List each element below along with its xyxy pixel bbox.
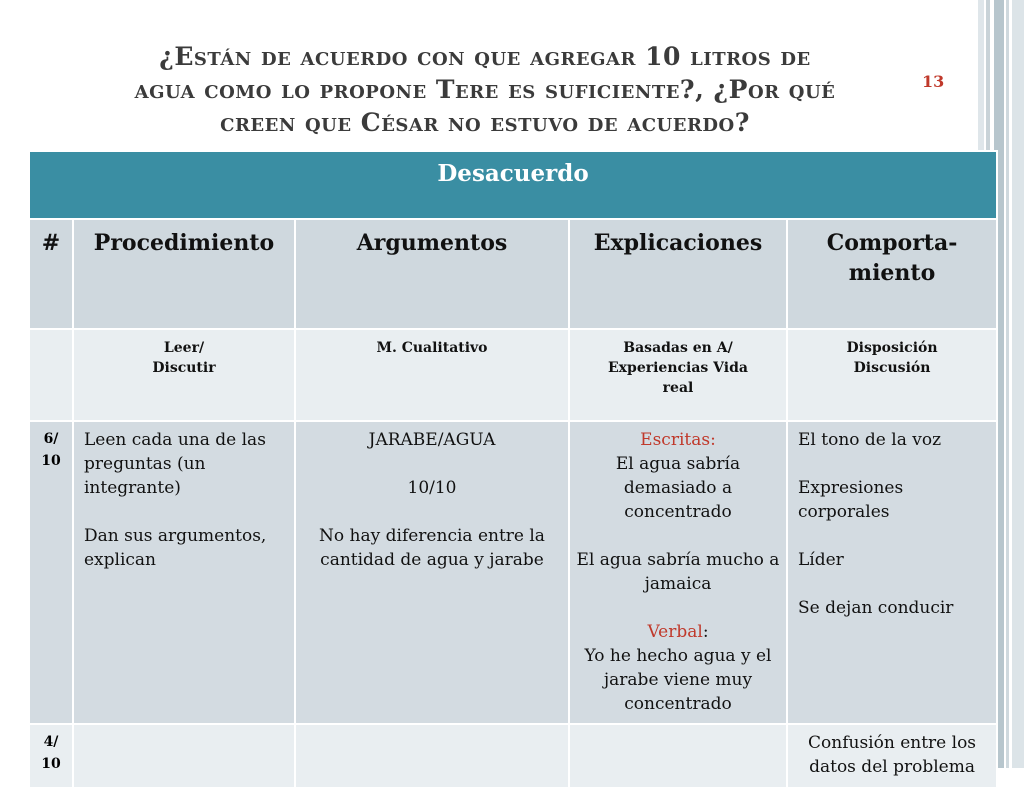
subheader-line: Basadas en A/: [623, 340, 733, 356]
table-row: [29, 724, 997, 788]
cell-argumentos: [295, 724, 569, 788]
label-colon: :: [702, 622, 709, 642]
header-row: [29, 219, 997, 329]
explicaciones-label-line: [576, 620, 780, 644]
subheader-comportamiento: [787, 329, 997, 421]
cell-paragraph: 10/10: [407, 478, 457, 498]
header-explicaciones: Explicaciones: [569, 219, 787, 329]
header-comportamiento-line: Comporta-: [826, 230, 958, 256]
cell-procedimiento: [73, 724, 295, 788]
subheader-row: [29, 329, 997, 421]
title-line: ¿Están de acuerdo con que agregar 10 litros de: [159, 42, 811, 71]
cell-paragraph: El agua sabría demasiado a concentrado: [615, 454, 741, 522]
row-number: [29, 421, 73, 724]
cell-paragraph: El agua sabría mucho a jamaica: [576, 550, 780, 594]
subheader-argumentos: M. Cualitativo: [295, 329, 569, 421]
cell-explicaciones: [569, 421, 787, 724]
explicaciones-label: Verbal: [647, 622, 703, 642]
header-argumentos: Argumentos: [295, 219, 569, 329]
table-row: [29, 421, 997, 724]
subheader-num: [29, 329, 73, 421]
cell-paragraph: El tono de la voz: [798, 430, 942, 450]
subheader-line: Experiencias Vida: [608, 360, 748, 376]
cell-paragraph: Líder: [798, 550, 844, 570]
subheader-line: Discusión: [853, 360, 931, 376]
cell-paragraph: Expresiones corporales: [798, 478, 904, 522]
header-comportamiento-line: miento: [848, 260, 936, 286]
header-procedimiento: Procedimiento: [73, 219, 295, 329]
explicaciones-label: Escritas:: [640, 430, 716, 450]
row-number-line: 10: [41, 756, 61, 772]
cell-paragraph: No hay diferencia entre la cantidad de agua y jarabe: [319, 526, 545, 570]
cell-paragraph: Yo he hecho agua y el jarabe viene muy concentrado: [584, 646, 772, 714]
row-number-line: 6/: [43, 431, 59, 447]
title-line: agua como lo propone Tere es suficiente?, ¿Por qué: [134, 75, 836, 104]
row-number-line: 10: [41, 453, 61, 469]
title-line: creen que César no estuvo de acuerdo?: [220, 108, 750, 137]
subheader-line: Discutir: [152, 360, 216, 376]
cell-procedimiento: [73, 421, 295, 724]
cell-explicaciones: [569, 724, 787, 788]
band-title: Desacuerdo: [29, 151, 997, 219]
cell-comportamiento: [787, 421, 997, 724]
slide-number: 13: [922, 72, 945, 91]
deco-bar: [1012, 0, 1024, 768]
subheader-line: real: [662, 380, 694, 396]
cell-argumentos: [295, 421, 569, 724]
subheader-explicaciones: [569, 329, 787, 421]
subheader-line: Leer/: [163, 340, 205, 356]
header-comportamiento: [787, 219, 997, 329]
cell-comportamiento: Confusión entre los datos del problema: [787, 724, 997, 788]
subheader-procedimiento: [73, 329, 295, 421]
header-num: #: [29, 219, 73, 329]
deco-bar: [1006, 0, 1009, 768]
row-number-line: 4/: [43, 734, 59, 750]
row-number: [29, 724, 73, 788]
band-row: [29, 151, 997, 219]
desacuerdo-table: [28, 150, 998, 789]
cell-paragraph: Se dejan conducir: [798, 598, 954, 618]
subheader-line: Disposición: [846, 340, 938, 356]
cell-paragraph: JARABE/AGUA: [368, 430, 496, 450]
slide-title: [60, 40, 910, 139]
cell-paragraph: Dan sus argumentos, explican: [84, 526, 267, 570]
cell-paragraph: Leen cada una de las preguntas (un integrante): [84, 430, 266, 498]
